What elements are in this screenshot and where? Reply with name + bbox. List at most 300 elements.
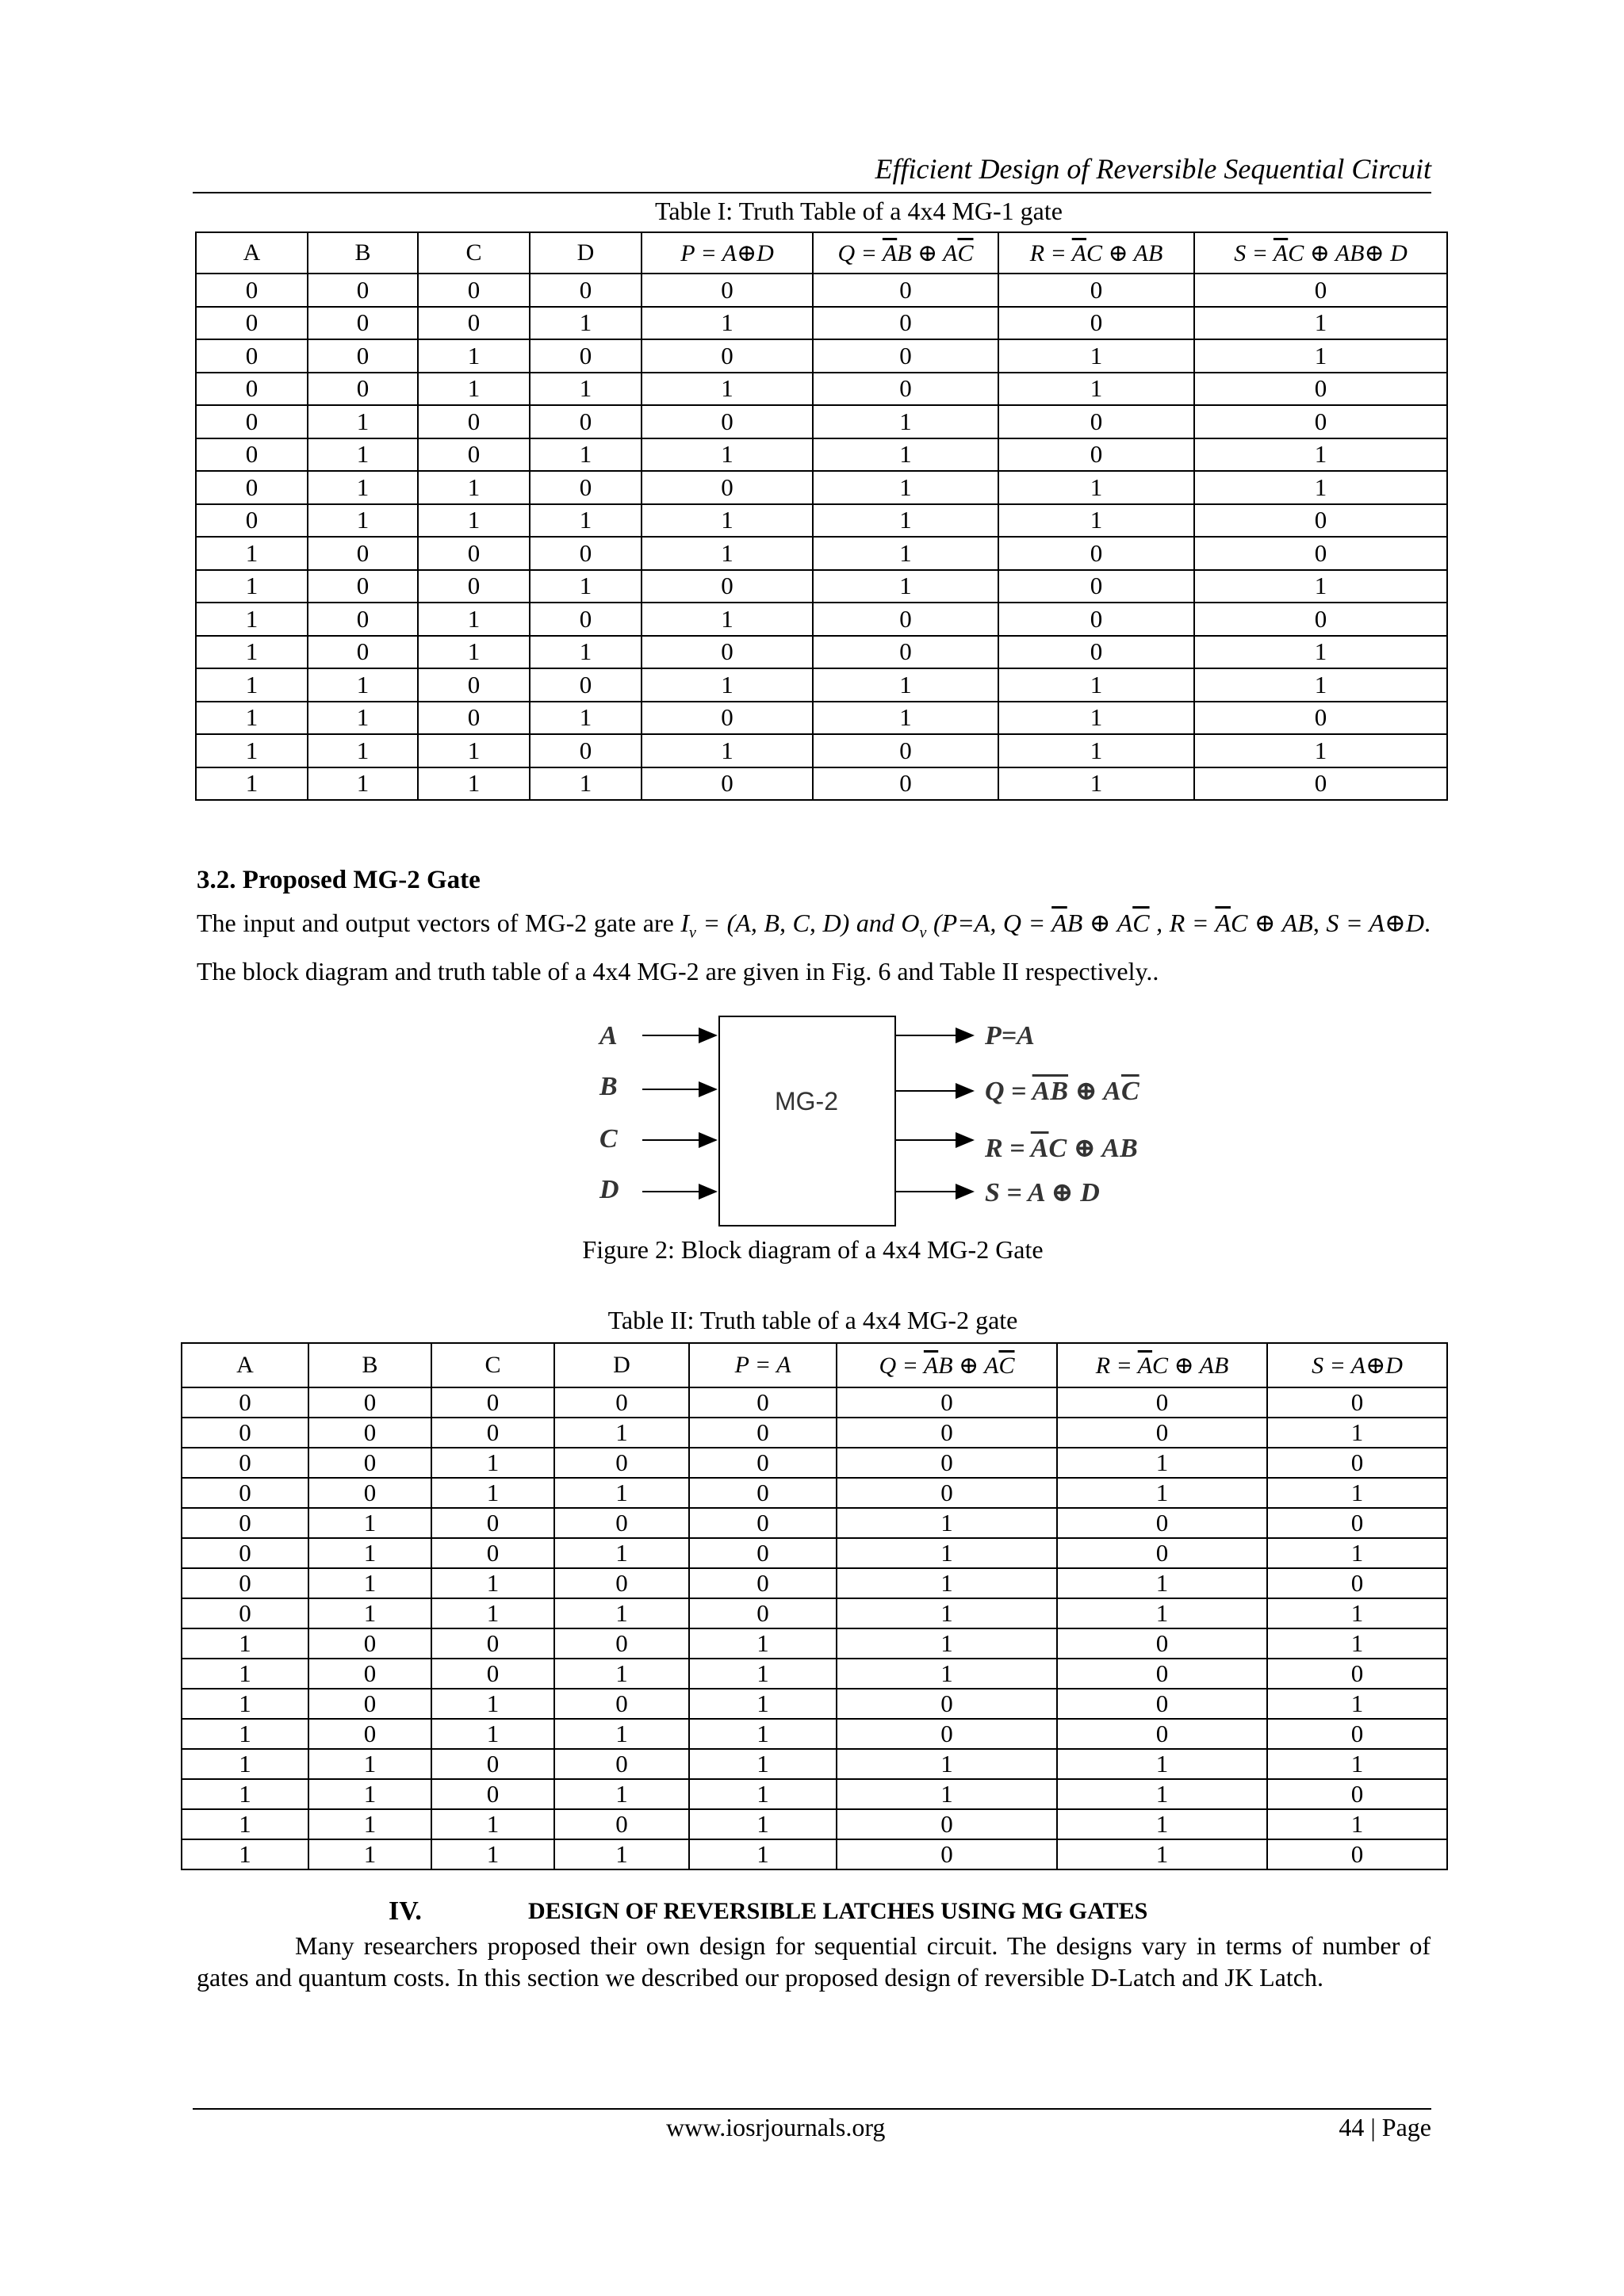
table-cell: 0 (689, 1448, 837, 1478)
running-header: Efficient Design of Reversible Sequential Circuit (875, 153, 1431, 185)
table-cell: 0 (1057, 1659, 1267, 1689)
table-cell: 1 (837, 1628, 1057, 1659)
table-cell: 1 (196, 668, 308, 702)
table-cell: 1 (1194, 734, 1447, 767)
table-cell: 1 (431, 1598, 554, 1628)
table-cell: 1 (1194, 339, 1447, 373)
table-cell: 0 (689, 1568, 837, 1598)
table-cell: 0 (1057, 1538, 1267, 1568)
table-cell: 1 (554, 1779, 689, 1809)
table2-col-header: C (431, 1343, 554, 1387)
table-cell: 1 (530, 767, 642, 801)
table-cell: 1 (308, 1508, 431, 1538)
table-cell: 0 (196, 405, 308, 438)
table-row (182, 1749, 1447, 1779)
table-cell: 1 (813, 471, 998, 504)
table-cell: 0 (1194, 373, 1447, 406)
table-cell: 0 (196, 438, 308, 472)
table-cell: 1 (642, 603, 813, 636)
table2-col-header-r: $R = \overline{A}C$ ⊕ AB (1057, 1343, 1267, 1387)
table-cell: 0 (554, 1749, 689, 1779)
table-cell: 1 (1267, 1628, 1447, 1659)
table-cell: 1 (308, 504, 418, 538)
table-cell: 0 (431, 1659, 554, 1689)
table-cell: 1 (554, 1719, 689, 1749)
table-cell: 0 (1267, 1448, 1447, 1478)
table-row (196, 570, 1447, 603)
table-cell: 0 (1057, 1628, 1267, 1659)
table-cell: 1 (998, 373, 1194, 406)
table-row (182, 1839, 1447, 1869)
table-cell: 1 (642, 734, 813, 767)
table-cell: 0 (308, 1478, 431, 1508)
table-cell: 0 (642, 636, 813, 669)
table-cell: 0 (308, 1448, 431, 1478)
table-cell: 1 (554, 1418, 689, 1448)
table-cell: 1 (1057, 1779, 1267, 1809)
table-cell: 1 (182, 1719, 308, 1749)
table-cell: 0 (837, 1448, 1057, 1478)
table-cell: 1 (837, 1598, 1057, 1628)
table1-col-header-r: $R = \overline{A}C$ ⊕ AB (998, 232, 1194, 274)
table-cell: 1 (308, 405, 418, 438)
table-cell: 1 (1194, 471, 1447, 504)
table-cell: 1 (1267, 1478, 1447, 1508)
table2-mg2-truth-table (181, 1342, 1448, 1870)
table-cell: 0 (431, 1628, 554, 1659)
table-cell: 0 (308, 636, 418, 669)
table-cell: 1 (689, 1809, 837, 1839)
table-cell: 1 (813, 570, 998, 603)
table-cell: 0 (554, 1568, 689, 1598)
table-cell: 0 (418, 668, 530, 702)
table-cell: 1 (689, 1719, 837, 1749)
table-cell: 1 (642, 307, 813, 340)
table-cell: 0 (1057, 1387, 1267, 1418)
table2-col-header-s: S = A⊕D (1267, 1343, 1447, 1387)
table-cell: 0 (182, 1418, 308, 1448)
table-cell: 0 (689, 1478, 837, 1508)
table-cell: 0 (431, 1387, 554, 1418)
table1-mg1-truth-table (195, 232, 1448, 801)
table-row (182, 1538, 1447, 1568)
table-cell: 0 (642, 767, 813, 801)
footer-rule (193, 2108, 1431, 2110)
table-cell: 1 (813, 702, 998, 735)
table-cell: 0 (308, 1689, 431, 1719)
table-cell: 1 (689, 1628, 837, 1659)
table-cell: 0 (431, 1508, 554, 1538)
input-label-b: B (599, 1072, 618, 1101)
table-cell: 1 (418, 636, 530, 669)
table-cell: 0 (837, 1809, 1057, 1839)
table-row (182, 1508, 1447, 1538)
table-cell: 0 (1194, 702, 1447, 735)
table2-col-header: D (554, 1343, 689, 1387)
table-cell: 0 (1267, 1779, 1447, 1809)
table-cell: 1 (308, 1809, 431, 1839)
table2-col-header: A (182, 1343, 308, 1387)
table-cell: 1 (1267, 1598, 1447, 1628)
table-cell: 0 (530, 603, 642, 636)
table-cell: 1 (431, 1839, 554, 1869)
table-cell: 1 (530, 373, 642, 406)
table-cell: 1 (196, 537, 308, 570)
table-cell: 1 (1057, 1839, 1267, 1869)
table-cell: 1 (196, 636, 308, 669)
table-cell: 1 (998, 504, 1194, 538)
table-cell: 1 (1267, 1538, 1447, 1568)
table-cell: 0 (813, 603, 998, 636)
table-cell: 1 (998, 767, 1194, 801)
table1-col-header: D (530, 232, 642, 274)
footer-url: www.iosrjournals.org (666, 2113, 886, 2141)
table-cell: 0 (1194, 537, 1447, 570)
table-cell: 1 (418, 471, 530, 504)
table-row (182, 1689, 1447, 1719)
table-cell: 1 (182, 1779, 308, 1809)
table-cell: 1 (418, 767, 530, 801)
table2-col-header: B (308, 1343, 431, 1387)
table-cell: 0 (998, 603, 1194, 636)
table-cell: 0 (1194, 767, 1447, 801)
table-cell: 1 (642, 668, 813, 702)
table2-caption: Table II: Truth table of a 4x4 MG-2 gate (607, 1306, 1018, 1334)
table-cell: 0 (196, 274, 308, 307)
table-cell: 1 (837, 1538, 1057, 1568)
table-cell: 1 (554, 1839, 689, 1869)
iv-symbol: $I_v$ (680, 909, 696, 942)
table-cell: 1 (689, 1749, 837, 1779)
table-cell: 0 (554, 1628, 689, 1659)
table-row (196, 405, 1447, 438)
table-cell: 0 (689, 1598, 837, 1628)
table-row (182, 1809, 1447, 1839)
table-row (196, 734, 1447, 767)
table-cell: 1 (1057, 1749, 1267, 1779)
table-cell: 1 (196, 767, 308, 801)
table-cell: 1 (418, 504, 530, 538)
table-cell: 0 (308, 274, 418, 307)
table-row (196, 471, 1447, 504)
table-row (182, 1418, 1447, 1448)
table-cell: 0 (308, 1659, 431, 1689)
table-cell: 0 (308, 339, 418, 373)
table-cell: 0 (431, 1538, 554, 1568)
table-cell: 0 (998, 570, 1194, 603)
table-cell: 0 (837, 1719, 1057, 1749)
table-cell: 0 (431, 1418, 554, 1448)
table-row (182, 1779, 1447, 1809)
table1-col-header: C (418, 232, 530, 274)
table-row (196, 702, 1447, 735)
input-label-d: D (599, 1175, 619, 1204)
table-row (182, 1659, 1447, 1689)
output-label-s: S = A ⊕ D (985, 1178, 1100, 1207)
table-cell: 1 (554, 1478, 689, 1508)
table-cell: 1 (308, 1839, 431, 1869)
table-cell: 1 (431, 1809, 554, 1839)
table-cell: 1 (1267, 1689, 1447, 1719)
table-cell: 1 (431, 1448, 554, 1478)
table-cell: 1 (182, 1659, 308, 1689)
table-cell: 1 (998, 339, 1194, 373)
table-cell: 0 (418, 274, 530, 307)
table-cell: 1 (642, 537, 813, 570)
mg2-block-label: MG-2 (775, 1087, 838, 1115)
table-cell: 1 (530, 307, 642, 340)
table-row (196, 339, 1447, 373)
input-label-c: C (599, 1124, 618, 1154)
table-cell: 0 (1194, 603, 1447, 636)
table-cell: 0 (182, 1387, 308, 1418)
table-cell: 0 (837, 1689, 1057, 1719)
table-cell: 1 (998, 702, 1194, 735)
table-cell: 1 (554, 1659, 689, 1689)
table-cell: 0 (530, 537, 642, 570)
table-row (196, 636, 1447, 669)
table-cell: 1 (837, 1749, 1057, 1779)
table-cell: 1 (308, 1568, 431, 1598)
table-cell: 1 (837, 1508, 1057, 1538)
table-cell: 0 (308, 1628, 431, 1659)
table-cell: 1 (308, 1598, 431, 1628)
table-cell: 1 (431, 1719, 554, 1749)
table-row (182, 1628, 1447, 1659)
table-cell: 1 (837, 1779, 1057, 1809)
table-cell: 0 (196, 373, 308, 406)
table-cell: 0 (689, 1418, 837, 1448)
table-cell: 1 (308, 734, 418, 767)
table-row (196, 438, 1447, 472)
table-cell: 0 (813, 636, 998, 669)
table-row (182, 1478, 1447, 1508)
table-cell: 0 (837, 1418, 1057, 1448)
table-cell: 1 (196, 702, 308, 735)
table-cell: 1 (308, 471, 418, 504)
table-cell: 0 (1057, 1508, 1267, 1538)
table-cell: 0 (308, 1387, 431, 1418)
section-3-2-heading: 3.2. Proposed MG-2 Gate (197, 866, 481, 894)
section-3-2-paragraph: The input and output vectors of MG-2 gate are $I_v = (A$, B, C, D) and $O_v$ (P=A, $Q = \overline{A}B$ ⊕ $A\overline{C}$ , $R = \overline{A}C$ ⊕ AB, S = A⊕D. The block diagram and truth table of a 4x4 MG-2 are given in Fig. 6 and Table II respectively.. (197, 909, 1431, 986)
table-cell: 1 (837, 1568, 1057, 1598)
table-cell: 1 (182, 1689, 308, 1719)
section-4-text: Many researchers proposed their own design for sequential circuit. The designs vary in terms of number of gates and quantum costs. In this section we described our proposed design of reversible D-Latch and JK Latch. (197, 1931, 1431, 1992)
table-cell: 0 (308, 1418, 431, 1448)
table-cell: 0 (530, 405, 642, 438)
table-cell: 1 (196, 570, 308, 603)
table1-header-row (196, 232, 1447, 274)
table-cell: 0 (998, 537, 1194, 570)
table-cell: 0 (1194, 274, 1447, 307)
table-cell: 1 (1267, 1418, 1447, 1448)
table-cell: 1 (182, 1809, 308, 1839)
output-label-r: $R = \overline{A}C$ ⊕ AB (985, 1134, 1138, 1163)
table-cell: 0 (1267, 1659, 1447, 1689)
table1-col-header-s: $S = \overline{A}C$ ⊕ AB⊕ D (1194, 232, 1447, 274)
table-cell: 1 (1057, 1448, 1267, 1478)
table-cell: 0 (837, 1387, 1057, 1418)
table-cell: 1 (998, 734, 1194, 767)
table-cell: 1 (642, 438, 813, 472)
table-row (182, 1598, 1447, 1628)
table-cell: 1 (837, 1659, 1057, 1689)
table-cell: 1 (1194, 636, 1447, 669)
table-cell: 1 (813, 537, 998, 570)
table-cell: 0 (998, 438, 1194, 472)
table-cell: 1 (642, 504, 813, 538)
table-cell: 0 (642, 570, 813, 603)
table-cell: 1 (554, 1538, 689, 1568)
table-cell: 1 (813, 438, 998, 472)
table-cell: 0 (1057, 1719, 1267, 1749)
table-cell: 1 (418, 603, 530, 636)
table1-col-header-q: $Q = \overline{A}B$ ⊕ $A\overline{C}$ (813, 232, 998, 274)
input-label-a: A (599, 1021, 618, 1050)
table-cell: 1 (431, 1568, 554, 1598)
section-4-paragraph (197, 1930, 1431, 1993)
table-cell: 0 (642, 339, 813, 373)
table-cell: 1 (308, 668, 418, 702)
table-cell: 0 (642, 405, 813, 438)
para-intro: The input and output vectors of MG-2 gate are (197, 909, 674, 937)
table-cell: 0 (998, 405, 1194, 438)
table-cell: 0 (182, 1538, 308, 1568)
table-cell: 0 (196, 307, 308, 340)
table-cell: 1 (308, 702, 418, 735)
table-cell: 0 (196, 339, 308, 373)
table-cell: 0 (1194, 504, 1447, 538)
table-cell: 0 (642, 471, 813, 504)
table-row (196, 504, 1447, 538)
table-cell: 0 (554, 1448, 689, 1478)
table-cell: 1 (1194, 570, 1447, 603)
table-cell: 1 (530, 438, 642, 472)
table-cell: 0 (813, 767, 998, 801)
table2-col-header-p: P = A (689, 1343, 837, 1387)
table-cell: 0 (308, 603, 418, 636)
table-cell: 0 (689, 1538, 837, 1568)
table-cell: 1 (689, 1689, 837, 1719)
table-cell: 0 (813, 339, 998, 373)
table-cell: 1 (530, 702, 642, 735)
table-cell: 0 (689, 1508, 837, 1538)
para-tail: . The block diagram and truth table of a 4x4 MG-2 are given in Fig. 6 and Table II respectively.. (197, 909, 1431, 986)
table-cell: 0 (1267, 1387, 1447, 1418)
table-cell: 1 (182, 1749, 308, 1779)
table-cell: 0 (1267, 1568, 1447, 1598)
table-row (196, 603, 1447, 636)
table1-caption: Table I: Truth Table of a 4x4 MG-1 gate (655, 197, 1063, 225)
table-cell: 0 (418, 405, 530, 438)
table-cell: 1 (308, 1538, 431, 1568)
table-cell: 1 (642, 373, 813, 406)
section-4-number: IV. (389, 1896, 422, 1926)
table-cell: 0 (530, 734, 642, 767)
table-cell: 1 (182, 1628, 308, 1659)
table-cell: 0 (1057, 1418, 1267, 1448)
table-row (196, 274, 1447, 307)
table-cell: 0 (813, 274, 998, 307)
mg2-gate-block (718, 1016, 896, 1226)
table-cell: 1 (418, 734, 530, 767)
table-cell: 0 (182, 1508, 308, 1538)
table-cell: 0 (998, 307, 1194, 340)
table-cell: 1 (530, 636, 642, 669)
table-cell: 1 (1194, 668, 1447, 702)
table-cell: 0 (642, 702, 813, 735)
table-cell: 1 (1267, 1809, 1447, 1839)
table-cell: 0 (530, 274, 642, 307)
table-cell: 0 (308, 373, 418, 406)
table-cell: 1 (813, 668, 998, 702)
table-cell: 0 (308, 307, 418, 340)
table-cell: 0 (837, 1478, 1057, 1508)
table-cell: 0 (431, 1749, 554, 1779)
table-row (182, 1568, 1447, 1598)
table-cell: 1 (1194, 307, 1447, 340)
table2-col-header-q: $Q = \overline{A}B$ ⊕ $A\overline{C}$ (837, 1343, 1057, 1387)
table-row (182, 1387, 1447, 1418)
table-cell: 1 (182, 1839, 308, 1869)
table2-header-row (182, 1343, 1447, 1387)
table-cell: 0 (1057, 1689, 1267, 1719)
table-cell: 0 (418, 438, 530, 472)
table-cell: 0 (182, 1478, 308, 1508)
table-cell: 1 (196, 734, 308, 767)
table-cell: 1 (689, 1839, 837, 1869)
table-row (196, 307, 1447, 340)
table-cell: 1 (689, 1659, 837, 1689)
table-cell: 1 (431, 1478, 554, 1508)
table-cell: 0 (1194, 405, 1447, 438)
table-cell: 1 (554, 1598, 689, 1628)
table-cell: 1 (308, 767, 418, 801)
table-cell: 0 (1267, 1839, 1447, 1869)
table-cell: 0 (530, 471, 642, 504)
output-label-p: P=A (985, 1021, 1035, 1050)
table-row (196, 537, 1447, 570)
table-cell: 0 (431, 1779, 554, 1809)
table-cell: 0 (418, 570, 530, 603)
table-cell: 1 (431, 1689, 554, 1719)
table-cell: 0 (308, 570, 418, 603)
table-cell: 0 (689, 1387, 837, 1418)
table-cell: 0 (813, 373, 998, 406)
table-cell: 0 (182, 1598, 308, 1628)
table-cell: 0 (530, 339, 642, 373)
table-cell: 1 (308, 1779, 431, 1809)
table-cell: 1 (1194, 438, 1447, 472)
table-cell: 0 (642, 274, 813, 307)
iv-vector: = (A, B, C, D) and (703, 909, 894, 937)
table-cell: 0 (308, 537, 418, 570)
table-cell: 0 (998, 636, 1194, 669)
table-cell: 1 (196, 603, 308, 636)
table-cell: 1 (530, 570, 642, 603)
table-cell: 0 (554, 1809, 689, 1839)
table-cell: 0 (418, 307, 530, 340)
output-label-q: $Q = \overline{AB}$ ⊕ $A\overline{C}$ (985, 1077, 1139, 1106)
table-cell: 1 (1057, 1809, 1267, 1839)
table-cell: 0 (554, 1387, 689, 1418)
table1-col-header-p: P = A⊕D (642, 232, 813, 274)
table-cell: 1 (998, 471, 1194, 504)
table-cell: 1 (813, 405, 998, 438)
table-cell: 0 (196, 504, 308, 538)
table-row (196, 668, 1447, 702)
header-rule (193, 192, 1431, 193)
